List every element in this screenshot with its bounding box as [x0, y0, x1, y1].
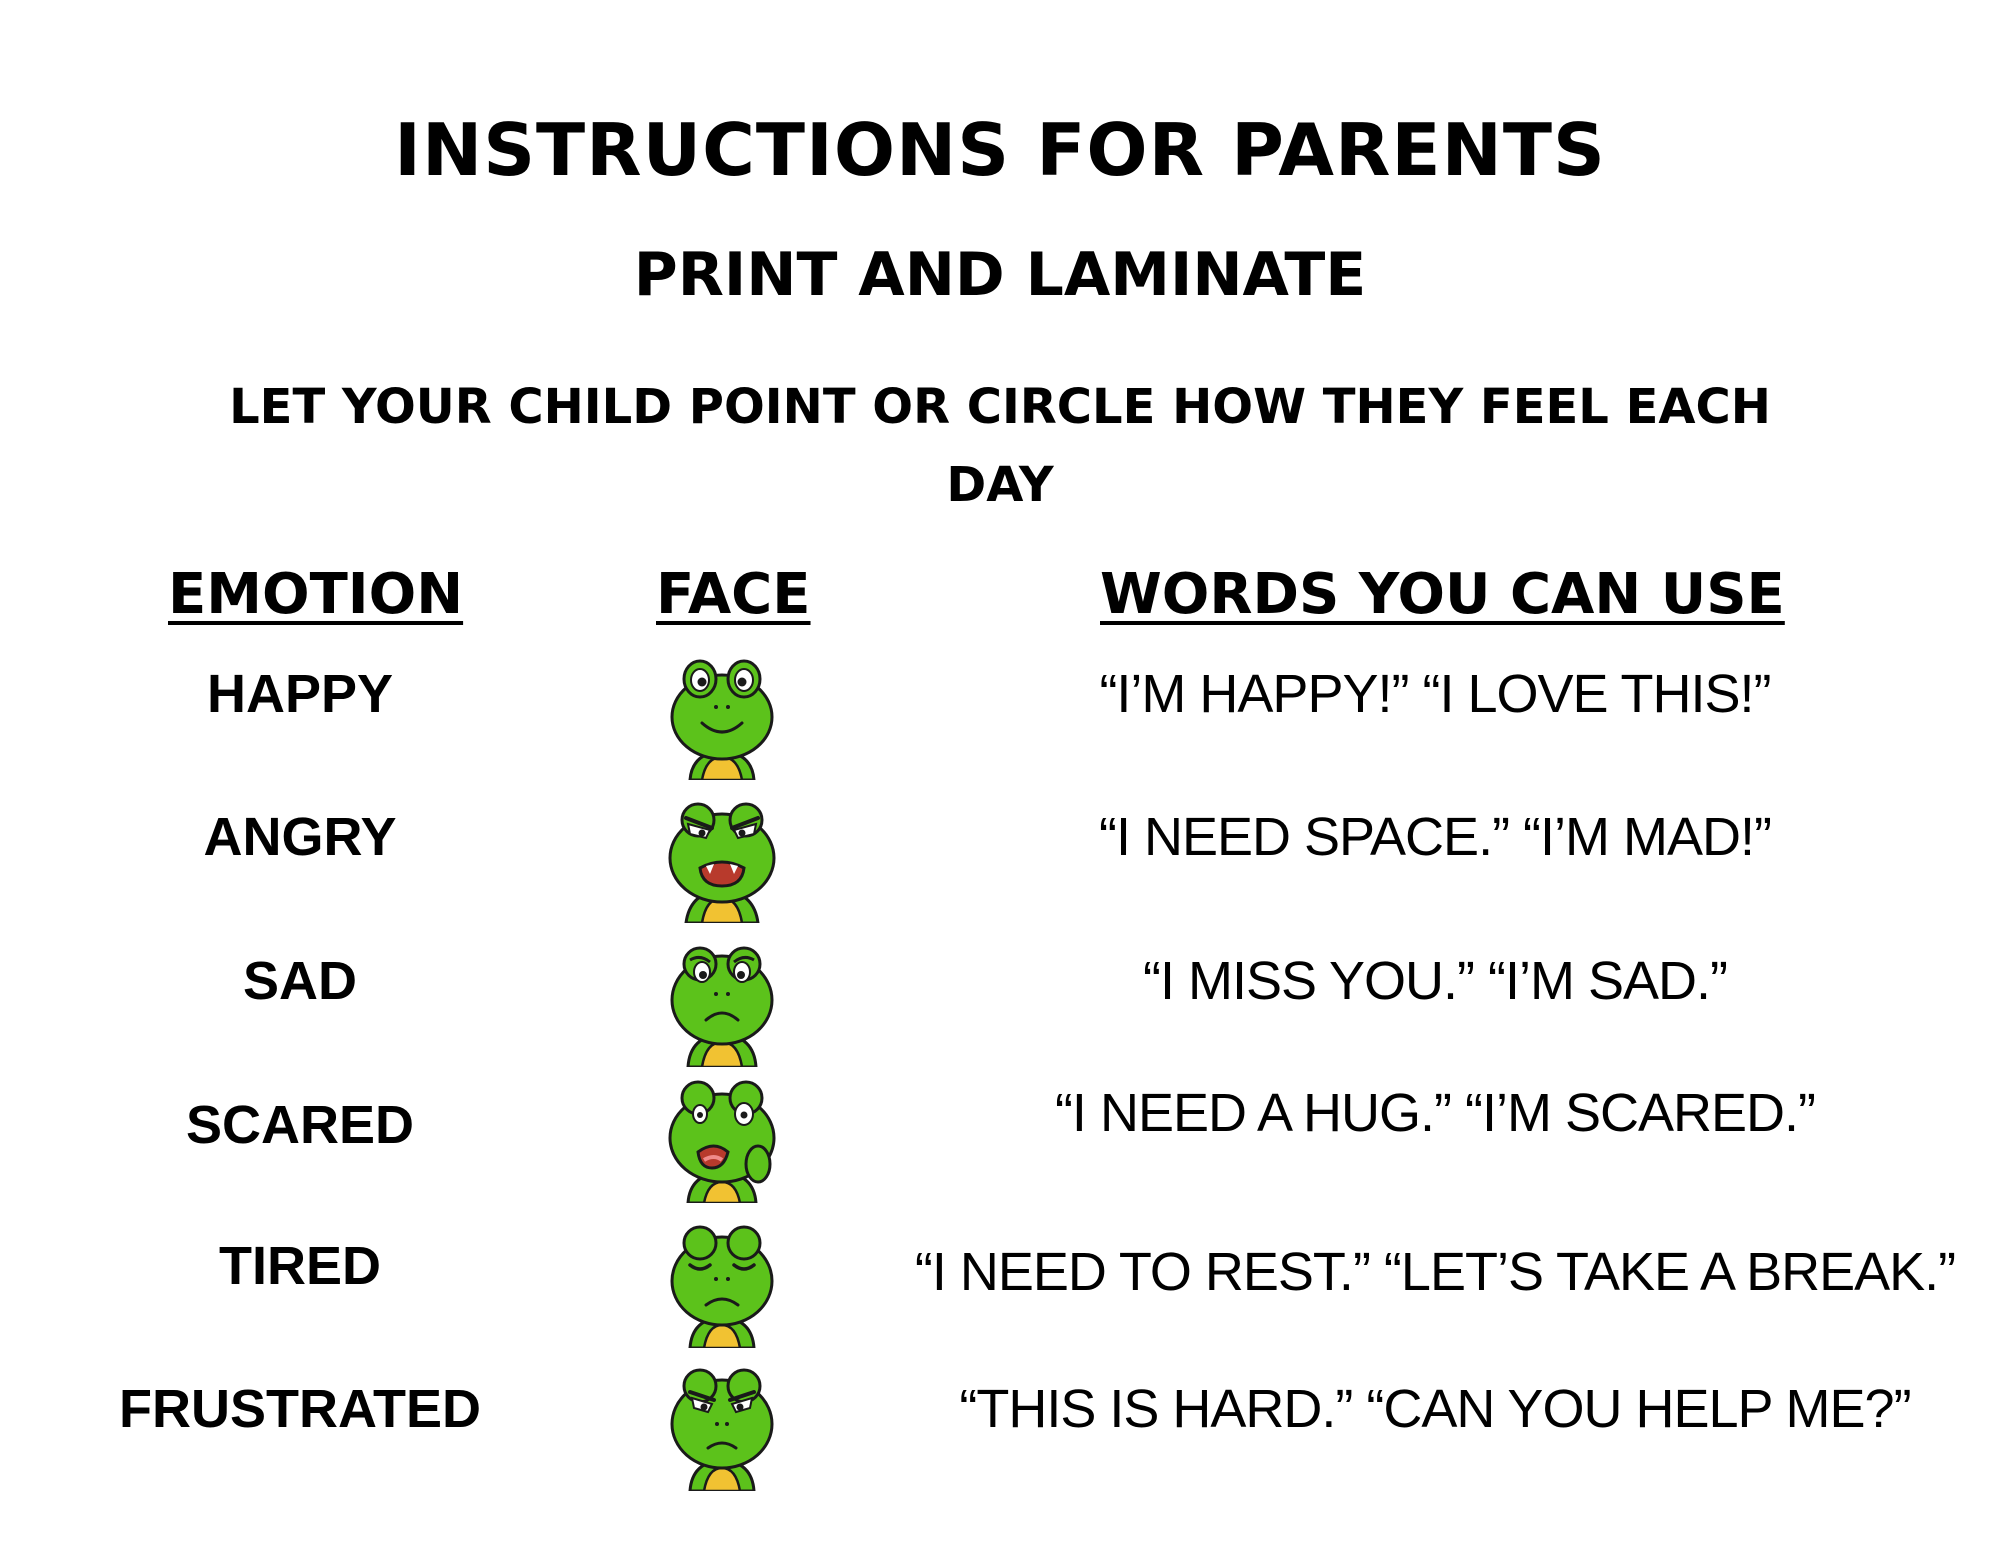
words-phrase: “I NEED SPACE.” “I’M MAD!” — [1098, 807, 1772, 867]
column-header-words: WORDS YOU CAN USE — [1100, 562, 1785, 627]
words-phrase: “THIS IS HARD.” “CAN YOU HELP ME?” — [959, 1379, 1911, 1439]
scared-turtle-face-icon — [662, 1068, 782, 1203]
page-subtitle: PRINT AND LAMINATE — [633, 240, 1367, 310]
words-phrase: “I NEED TO REST.” “LET’S TAKE A BREAK.” — [914, 1242, 1956, 1302]
table-row-tired — [0, 1213, 2000, 1363]
frustrated-turtle-face-icon — [662, 1356, 782, 1491]
emotion-label: FRUSTRATED — [119, 1379, 481, 1439]
emotion-label: ANGRY — [203, 807, 397, 867]
instruction-text — [0, 368, 2000, 524]
table-row-scared — [0, 1068, 2000, 1218]
sad-turtle-face-icon — [662, 932, 782, 1067]
emotion-label: TIRED — [219, 1236, 381, 1296]
emotion-label: SCARED — [185, 1095, 415, 1155]
words-phrase: “I NEED A HUG.” “I’M SCARED.” — [1054, 1083, 1816, 1143]
words-phrase: “I MISS YOU.” “I’M SAD.” — [1142, 951, 1728, 1011]
angry-turtle-face-icon — [662, 788, 782, 923]
table-row-frustrated — [0, 1356, 2000, 1506]
column-header-face: FACE — [656, 562, 811, 627]
emotion-label: HAPPY — [206, 664, 394, 724]
tired-turtle-face-icon — [662, 1213, 782, 1348]
table-row-sad — [0, 932, 2000, 1082]
words-phrase: “I’M HAPPY!” “I LOVE THIS!” — [1099, 664, 1771, 724]
table-row-happy — [0, 645, 2000, 795]
happy-turtle-face-icon — [662, 645, 782, 780]
emotion-label: SAD — [242, 951, 357, 1011]
column-header-emotion: EMOTION — [168, 562, 464, 627]
page-title: INSTRUCTIONS FOR PARENTS — [394, 108, 1606, 192]
instruction-line-2: DAY — [946, 457, 1054, 513]
instruction-line-1: LET YOUR CHILD POINT OR CIRCLE HOW THEY FEEL EACH — [229, 379, 1771, 435]
table-row-angry — [0, 788, 2000, 938]
